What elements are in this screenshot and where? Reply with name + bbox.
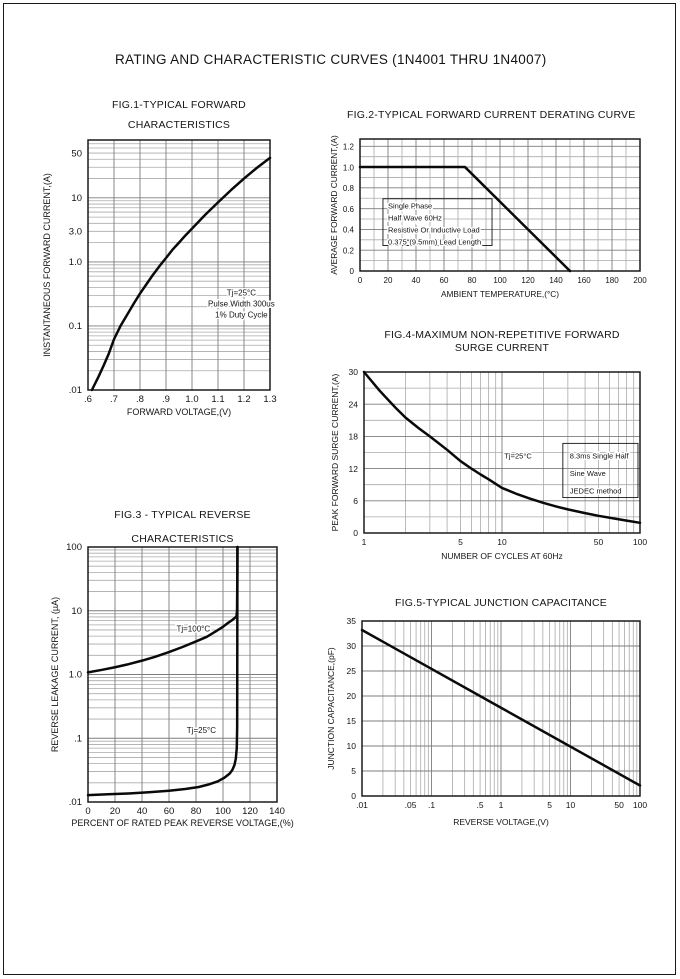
svg-text:140: 140 — [549, 276, 563, 285]
svg-text:AMBIENT TEMPERATURE,(°C): AMBIENT TEMPERATURE,(°C) — [440, 289, 560, 299]
svg-text:0: 0 — [349, 267, 354, 277]
svg-text:10: 10 — [565, 800, 576, 810]
svg-text:120: 120 — [521, 276, 535, 285]
fig5-title — [362, 597, 640, 609]
fig4-title-line1: FIG.4-MAXIMUM NON-REPETITIVE FORWARD — [384, 329, 620, 341]
svg-text:24: 24 — [348, 399, 358, 410]
fig3-chart — [50, 542, 294, 828]
svg-text:.1: .1 — [74, 733, 82, 745]
svg-text:.01: .01 — [68, 797, 82, 809]
svg-text:30: 30 — [346, 641, 356, 652]
fig1-title — [88, 95, 270, 135]
svg-text:1.0: 1.0 — [342, 163, 354, 173]
svg-text:5: 5 — [351, 766, 356, 777]
svg-text:Tj=25°C: Tj=25°C — [504, 451, 532, 461]
svg-text:0: 0 — [85, 806, 91, 817]
svg-text:35: 35 — [346, 616, 356, 627]
svg-text:FORWARD VOLTAGE,(V): FORWARD VOLTAGE,(V) — [126, 407, 232, 417]
svg-text:0: 0 — [357, 276, 363, 285]
svg-text:JUNCTION CAPACITANCE,(pF): JUNCTION CAPACITANCE,(pF) — [326, 647, 336, 770]
svg-text:NUMBER OF CYCLES AT 60Hz: NUMBER OF CYCLES AT 60Hz — [441, 551, 563, 561]
svg-text:1: 1 — [361, 537, 367, 547]
fig1-title-line1: FIG.1-TYPICAL FORWARD — [112, 99, 246, 111]
svg-text:100: 100 — [66, 542, 82, 554]
svg-text:0.375"(9.5mm) Lead Length: 0.375"(9.5mm) Lead Length — [388, 237, 482, 247]
svg-text:Sine Wave: Sine Wave — [569, 468, 606, 478]
svg-text:10: 10 — [497, 537, 507, 547]
svg-text:10: 10 — [346, 741, 356, 752]
svg-text:INSTANTANEOUS FORWARD CURRENT,: INSTANTANEOUS FORWARD CURRENT,(A) — [42, 173, 52, 357]
svg-text:AVERAGE FORWARD CURRENT,(A): AVERAGE FORWARD CURRENT,(A) — [329, 135, 339, 275]
svg-text:1: 1 — [498, 800, 504, 810]
svg-text:100: 100 — [632, 537, 648, 547]
svg-text:0.4: 0.4 — [342, 225, 354, 235]
fig3-title — [88, 503, 277, 551]
svg-text:1.2: 1.2 — [342, 142, 354, 152]
fig2-title-line1: FIG.2-TYPICAL FORWARD CURRENT DERATING CURVE — [347, 109, 636, 121]
svg-text:.1: .1 — [427, 800, 436, 810]
fig5-chart — [326, 616, 648, 827]
svg-text:20: 20 — [346, 691, 356, 702]
svg-text:.6: .6 — [84, 394, 92, 405]
svg-text:140: 140 — [269, 806, 285, 817]
fig4-title — [364, 329, 640, 355]
svg-text:Pulse Width 300us: Pulse Width 300us — [208, 299, 275, 309]
svg-text:Tj=25°C: Tj=25°C — [186, 726, 217, 736]
svg-text:.8: .8 — [136, 394, 144, 405]
svg-text:20: 20 — [109, 806, 121, 817]
svg-text:10: 10 — [71, 193, 82, 205]
fig3-title-line2: CHARACTERISTICS — [131, 533, 234, 545]
fig1-chart — [42, 140, 277, 417]
page-title: RATING AND CHARACTERISTIC CURVES (1N4001 THRU 1N4007) — [115, 52, 547, 67]
svg-text:50: 50 — [71, 148, 82, 160]
fig2-title — [347, 109, 635, 121]
svg-text:1.3: 1.3 — [263, 394, 277, 405]
svg-text:JEDEC method: JEDEC method — [569, 486, 622, 496]
svg-text:.7: .7 — [110, 394, 118, 405]
svg-text:1.0: 1.0 — [68, 257, 82, 269]
svg-text:100: 100 — [632, 800, 648, 810]
svg-text:80: 80 — [467, 276, 477, 285]
svg-text:50: 50 — [593, 537, 604, 547]
svg-text:.01: .01 — [68, 385, 82, 397]
svg-text:25: 25 — [346, 666, 356, 677]
svg-text:Single Phase: Single Phase — [388, 201, 433, 211]
svg-text:12: 12 — [348, 463, 358, 474]
svg-text:.9: .9 — [162, 394, 170, 405]
svg-text:10: 10 — [71, 605, 82, 617]
svg-text:18: 18 — [348, 431, 358, 442]
svg-text:Tj=25°C: Tj=25°C — [226, 288, 257, 298]
svg-text:30: 30 — [348, 367, 358, 378]
svg-text:40: 40 — [136, 806, 148, 817]
svg-text:160: 160 — [577, 276, 591, 285]
svg-text:100: 100 — [493, 276, 507, 285]
svg-text:.5: .5 — [476, 800, 484, 810]
svg-text:Resistive Or Inductive Load: Resistive Or Inductive Load — [388, 225, 480, 235]
fig1-title-line2: CHARACTERISTICS — [127, 119, 231, 131]
svg-text:1.0: 1.0 — [185, 394, 199, 405]
fig4-chart — [330, 367, 648, 561]
svg-text:60: 60 — [439, 276, 449, 285]
svg-text:0.2: 0.2 — [342, 246, 354, 256]
svg-text:80: 80 — [190, 806, 202, 817]
svg-text:20: 20 — [383, 276, 393, 285]
svg-text:1.2: 1.2 — [237, 394, 251, 405]
svg-text:0: 0 — [351, 791, 356, 802]
svg-text:5: 5 — [547, 800, 552, 810]
fig3-title-line1: FIG.3 - TYPICAL REVERSE — [114, 509, 251, 521]
svg-text:0.1: 0.1 — [68, 321, 82, 333]
svg-text:50: 50 — [614, 800, 624, 810]
svg-text:3.0: 3.0 — [68, 226, 82, 238]
svg-text:Tj=100°C: Tj=100°C — [176, 624, 211, 634]
svg-text:180: 180 — [605, 276, 619, 285]
fig4-title-line2: SURGE CURRENT — [454, 342, 550, 354]
svg-text:60: 60 — [163, 806, 175, 817]
svg-text:.05: .05 — [404, 800, 417, 810]
svg-text:200: 200 — [633, 276, 647, 285]
svg-text:6: 6 — [353, 496, 358, 506]
svg-text:0.6: 0.6 — [342, 204, 354, 214]
svg-text:120: 120 — [242, 806, 258, 817]
svg-text:0: 0 — [353, 528, 358, 539]
svg-text:REVERSE VOLTAGE,(V): REVERSE VOLTAGE,(V) — [453, 817, 549, 827]
fig5-title-line1: FIG.5-TYPICAL JUNCTION CAPACITANCE — [395, 597, 607, 609]
svg-text:8.3ms Single Half: 8.3ms Single Half — [569, 451, 629, 461]
svg-text:.01: .01 — [356, 800, 368, 810]
svg-text:Half Wave 60Hz: Half Wave 60Hz — [388, 213, 442, 223]
svg-text:100: 100 — [215, 806, 231, 817]
svg-text:40: 40 — [411, 276, 421, 285]
fig2-chart — [329, 135, 647, 299]
svg-text:PEAK FORWARD SURGE CURRENT,(A): PEAK FORWARD SURGE CURRENT,(A) — [330, 373, 340, 532]
svg-text:5: 5 — [458, 537, 463, 547]
svg-text:1% Duty Cycle: 1% Duty Cycle — [215, 310, 268, 320]
svg-text:1.0: 1.0 — [68, 669, 82, 681]
svg-text:15: 15 — [346, 716, 356, 727]
svg-text:1.1: 1.1 — [211, 394, 225, 405]
svg-text:REVERSE LEAKAGE CURRENT, (µA): REVERSE LEAKAGE CURRENT, (µA) — [50, 596, 60, 753]
svg-text:PERCENT OF RATED PEAK REVERSE: PERCENT OF RATED PEAK REVERSE VOLTAGE,(%) — [71, 818, 294, 828]
svg-text:0.8: 0.8 — [342, 184, 354, 194]
